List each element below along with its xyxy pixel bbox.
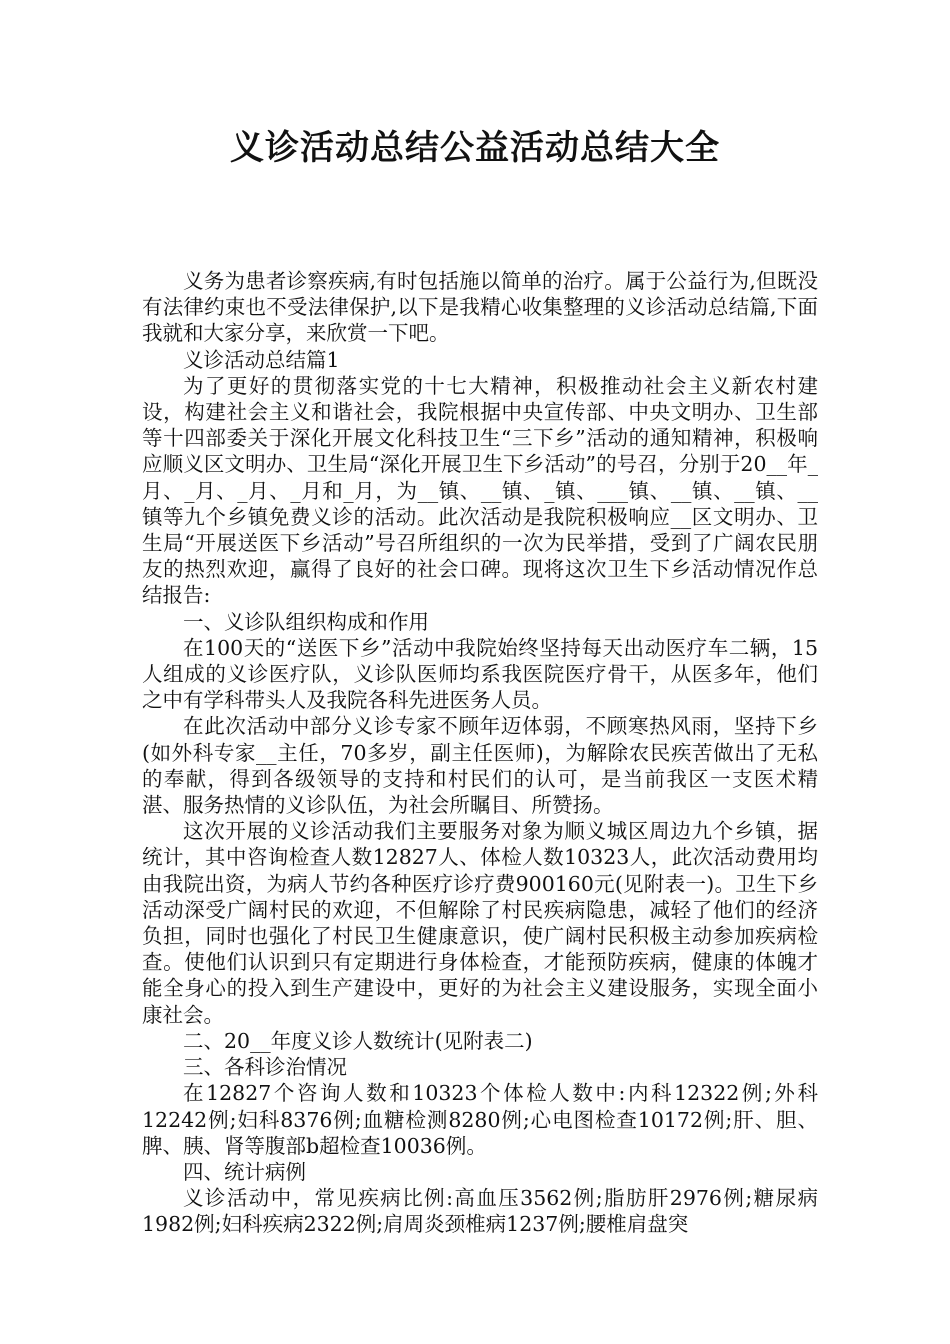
document-body — [142, 268, 818, 1238]
section-heading-team: 一、义诊队组织构成和作用 — [183, 609, 429, 634]
body-paragraph: 在此次活动中部分义诊专家不顾年迈体弱，不顾寒热风雨，坚持下乡(如外科专家__主任，70多岁，副主任医师)，为解除农民疾苦做出了无私的奉献，得到各级领导的支持和村民们的认可，是当前我区一支医术精湛、服务热情的义诊队伍，为社会所瞩目、所赞扬。 — [142, 714, 818, 818]
body-paragraph: 为了更好的贯彻落实党的十七大精神，积极推动社会主义新农村建设，构建社会主义和谐社会，我院根据中央宣传部、中央文明办、卫生部等十四部委关于深化开展文化科技卫生“三下乡”活动的通知精神，积极响应顺义区文明办、卫生局“深化开展卫生下乡活动”的号召，分别于20__年_月、_月、_月、_月和_月，为__镇、__镇、_镇、___镇、__镇、__镇、__镇等九个乡镇免费义诊的活动。此次活动是我院积极响应__区文明办、卫生局“开展送医下乡活动”号召所组织的一次为民举措，受到了广阔农民朋友的热烈欢迎，赢得了良好的社会口碑。现将这次卫生下乡活动情况作总结报告: — [142, 373, 818, 608]
section-heading-cases: 四、统计病例 — [183, 1159, 306, 1184]
body-paragraph: 这次开展的义诊活动我们主要服务对象为顺义城区周边九个乡镇，据统计，其中咨询检查人数12827人、体检人数10323人，此次活动费用均由我院出资，为病人节约各种医疗诊疗费900160元(见附表一)。卫生下乡活动深受广阔村民的欢迎，不但解除了村民疾病隐患，减轻了他们的经济负担，同时也强化了村民卫生健康意识，使广阔村民积极主动参加疾病检查。使他们认识到只有定期进行身体检查，才能预防疾病，健康的体魄才能全身心的投入到生产建设中，更好的为社会主义建设服务，实现全面小康社会。 — [142, 819, 818, 1027]
document-title: 义诊活动总结公益活动总结大全 — [230, 128, 720, 168]
section-heading-departments: 三、各科诊治情况 — [183, 1055, 347, 1080]
intro-paragraph: 义务为患者诊察疾病,有时包括施以简单的治疗。属于公益行为,但既没有法律约束也不受法律保护,以下是我精心收集整理的义诊活动总结篇,下面我就和大家分享，来欣赏一下吧。 — [142, 269, 818, 346]
section-heading-part-1: 义诊活动总结篇1 — [183, 347, 340, 372]
body-paragraph: 在100天的“送医下乡”活动中我院始终坚持每天出动医疗车二辆，15人组成的义诊医疗队，义诊队医师均系我医院医疗骨干，从医多年，他们之中有学科带头人及我院各科先进医务人员。 — [142, 635, 818, 713]
body-paragraph: 义诊活动中，常见疾病比例:高血压3562例;脂肪肝2976例;糖尿病1982例;妇科疾病2322例;肩周炎颈椎病1237例;腰椎肩盘突 — [142, 1186, 818, 1237]
section-heading-statistics: 二、20__年度义诊人数统计(见附表二) — [183, 1028, 533, 1053]
body-paragraph: 在12827个咨询人数和10323个体检人数中:内科12322例;外科12242例;妇科8376例;血糖检测8280例;心电图检查10172例;肝、胆、脾、胰、肾等腹部b超检查10036例。 — [142, 1081, 818, 1158]
